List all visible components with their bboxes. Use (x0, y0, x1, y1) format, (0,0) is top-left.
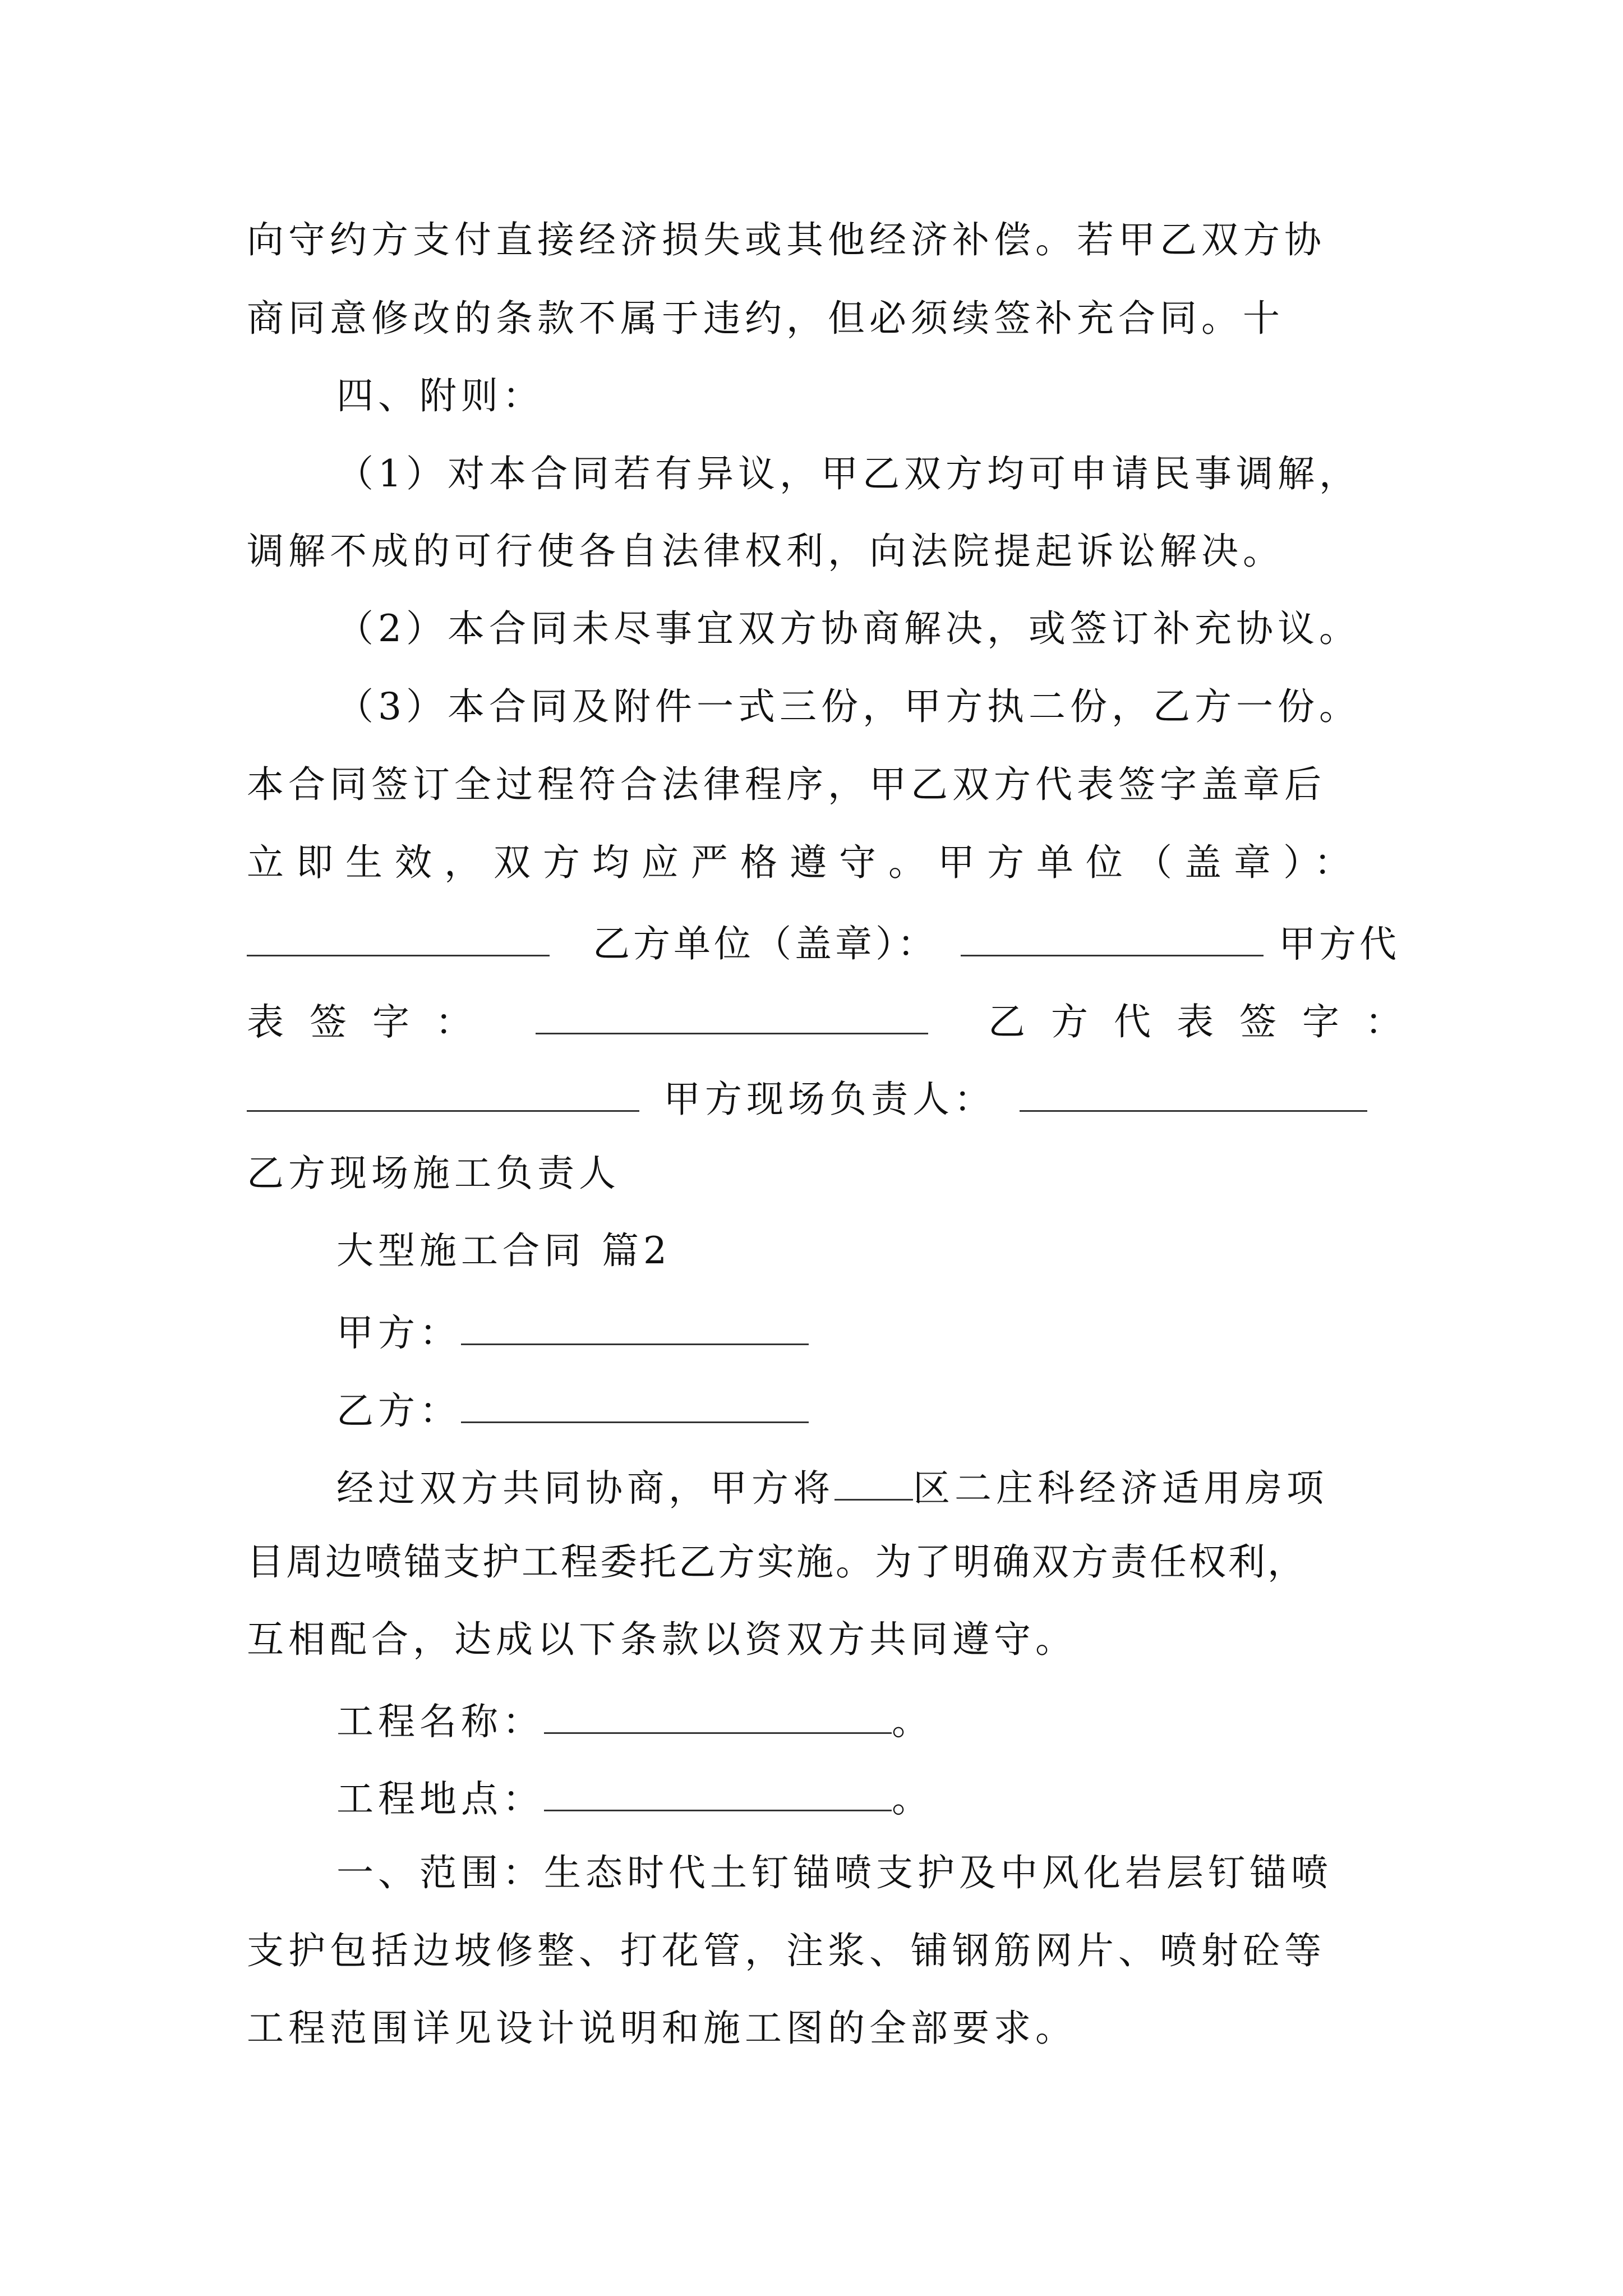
project-name-label: 工程名称： (336, 1700, 544, 1743)
project-name-blank (544, 1699, 892, 1734)
text-line: （1）对本合同若有异议，甲乙双方均可申请民事调解， (336, 452, 1361, 495)
text-segment: 。 (892, 1700, 933, 1743)
text-line: 互相配合，达成以下条款以资双方共同遵守。 (247, 1618, 1077, 1661)
text-line: （2）本合同未尽事宜双方协商解决，或签订补充协议。 (336, 607, 1361, 650)
document-subtitle: 大型施工合同 篇2 (336, 1229, 671, 1272)
project-location-blank (544, 1777, 892, 1811)
text-line: 一、范围：生态时代土钉锚喷支护及中风化岩层钉锚喷 (336, 1851, 1332, 1894)
signature-blank (536, 1000, 928, 1034)
text-line: 调解不成的可行使各自法律权利，向法院提起诉讼解决。 (247, 530, 1284, 573)
party-b-seal-label: 乙方单位（盖章）： (592, 922, 938, 966)
text-line: 向守约方支付直接经济损失或其他经济补偿。若甲乙双方协 (247, 218, 1326, 261)
section-heading: 四、附则： (336, 374, 544, 417)
party-a-rep-label: 甲方代 (1278, 922, 1400, 966)
party-a-label: 甲方： (336, 1311, 461, 1355)
text-line: 本合同签订全过程符合法律程序，甲乙双方代表签字盖章后 (247, 763, 1326, 806)
party-b-blank (461, 1388, 809, 1423)
signature-row (247, 922, 1400, 966)
text-line (336, 1466, 1328, 1510)
text-line: 支护包括边坡修整、打花管，注浆、铺钢筋网片、喷射砼等 (247, 1929, 1326, 1972)
project-location-field (336, 1777, 933, 1821)
text-line: 目周边喷锚支护工程委托乙方实施。为了明确双方责任权利， (247, 1540, 1307, 1584)
party-a-rep-label-cont: 表签字： (247, 1000, 498, 1044)
project-name-field (336, 1699, 933, 1743)
signature-row (247, 1000, 1428, 1044)
text-segment: 。 (892, 1777, 933, 1821)
signature-row (247, 1077, 1367, 1121)
party-b-site-manager-label: 乙方现场施工负责人 (247, 1152, 620, 1195)
party-a-blank (461, 1310, 809, 1345)
signature-blank (961, 922, 1264, 956)
party-a-field (336, 1310, 809, 1355)
signature-blank (247, 1077, 639, 1112)
party-b-field (336, 1388, 809, 1433)
text-line: 商同意修改的条款不属于违约，但必须续签补充合同。十 (247, 297, 1284, 340)
signature-blank (247, 922, 550, 956)
district-blank (834, 1466, 913, 1501)
project-location-label: 工程地点： (336, 1777, 544, 1821)
signature-blank (1020, 1077, 1367, 1112)
text-line: 工程范围详见设计说明和施工图的全部要求。 (247, 2007, 1077, 2050)
text-line: （3）本合同及附件一式三份，甲方执二份，乙方一份。 (336, 685, 1361, 728)
text-line: 立即生效，双方均应严格遵守。甲方单位（盖章）： (247, 841, 1363, 884)
party-b-label: 乙方： (336, 1389, 461, 1433)
text-segment: 区二庄科经济适用房项 (913, 1466, 1328, 1510)
text-segment: 经过双方共同协商，甲方将 (336, 1466, 834, 1510)
party-a-site-manager-label: 甲方现场负责人： (663, 1078, 995, 1121)
party-b-rep-label: 乙方代表签字： (988, 1000, 1428, 1044)
